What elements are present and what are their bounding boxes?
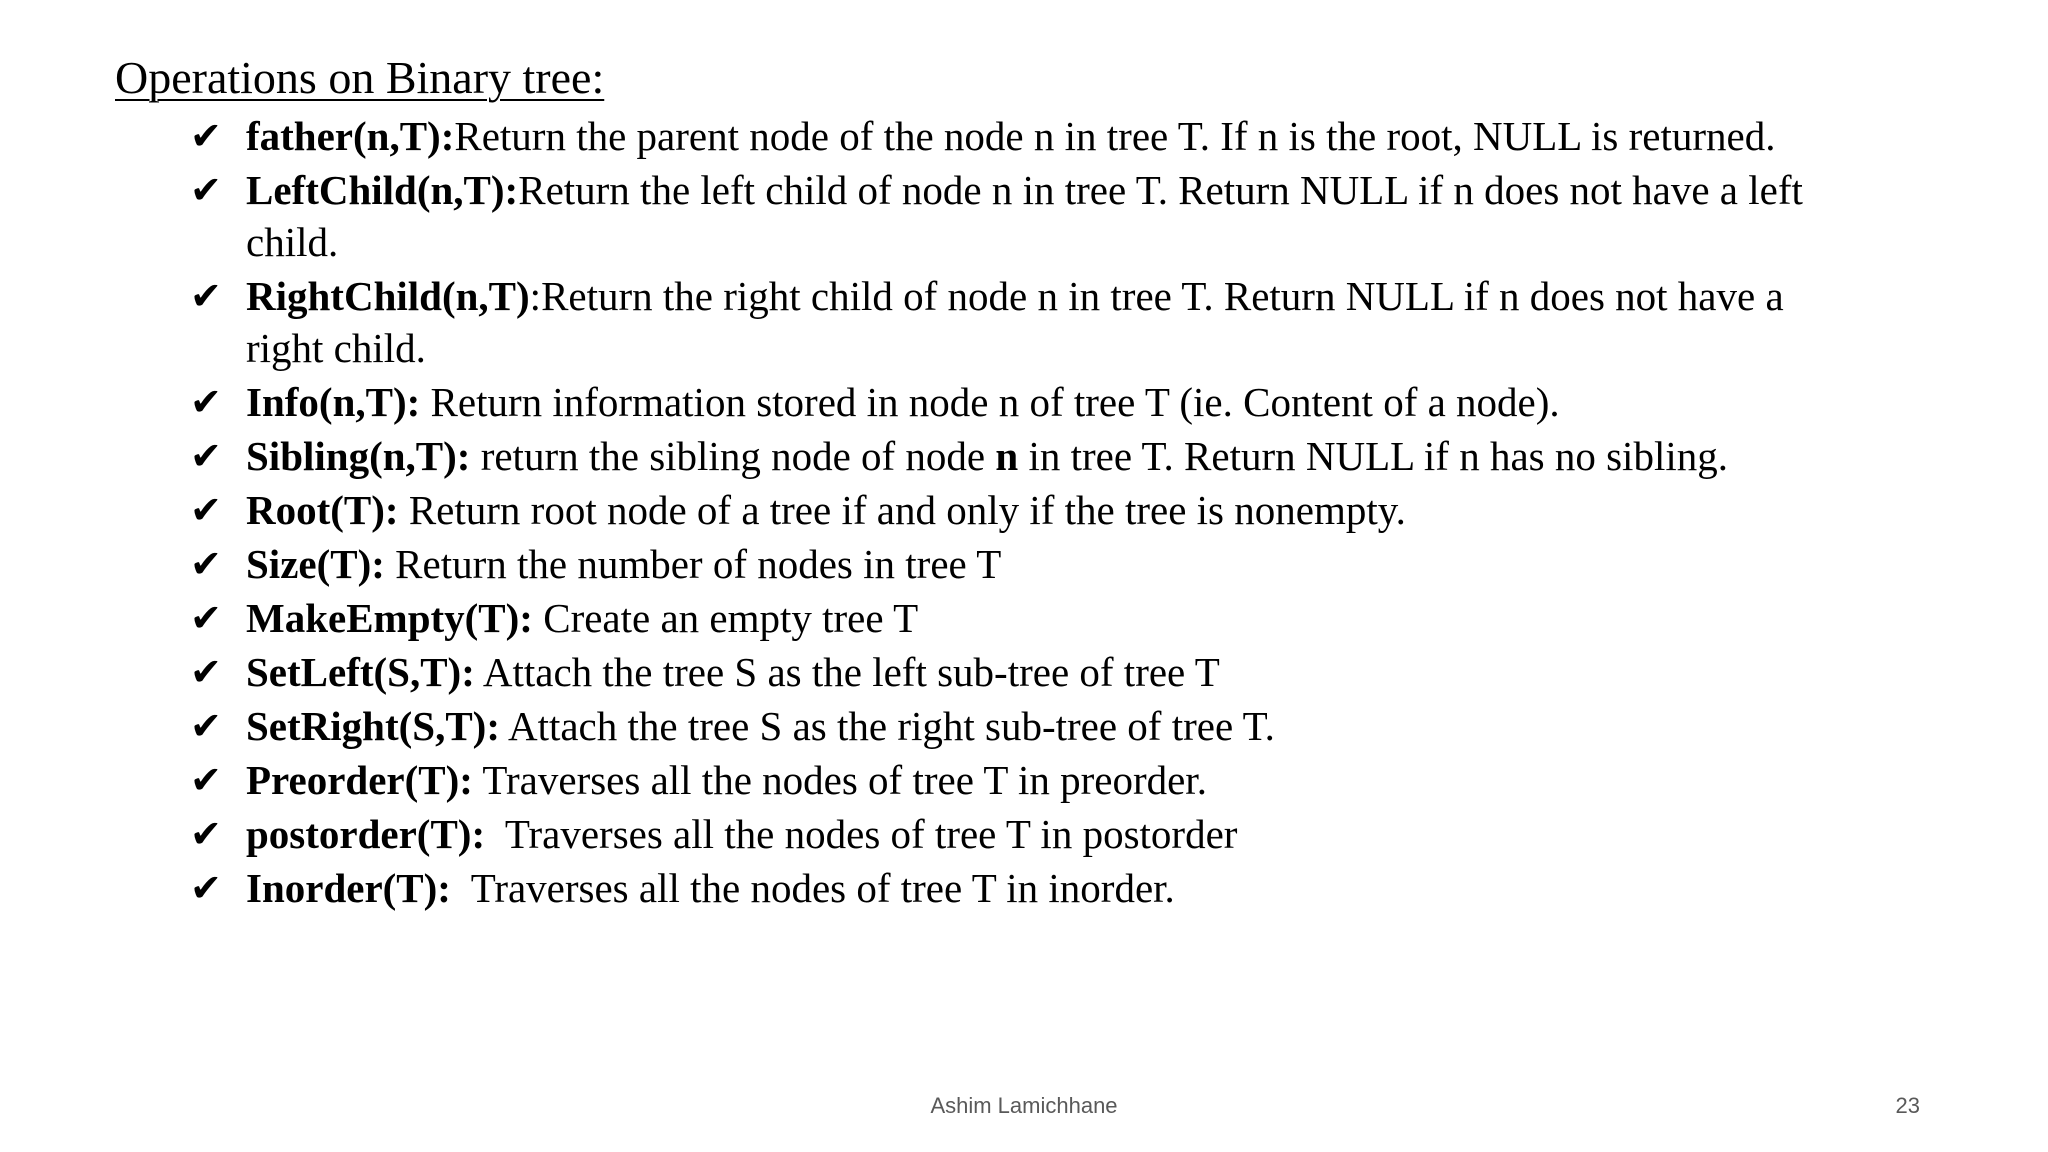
operation-description-start: return the sibling node of node <box>470 433 996 479</box>
list-item <box>190 484 1830 536</box>
list-item <box>190 862 1830 914</box>
operation-description: Return information stored in node n of tree T (ie. Content of a node). <box>420 379 1560 425</box>
operation-name: SetLeft(S,T): <box>246 649 475 695</box>
check-mark-icon: ✔ <box>190 812 222 856</box>
operation-name: Size(T): <box>246 541 385 587</box>
operation-name: Info(n,T): <box>246 379 421 425</box>
check-mark-icon: ✔ <box>190 274 222 318</box>
check-mark-icon: ✔ <box>190 650 222 694</box>
page-number: 23 <box>1895 1093 1920 1118</box>
check-mark-icon: ✔ <box>190 704 222 748</box>
list-item <box>190 110 1830 162</box>
operation-description: Traverses all the nodes of tree T in postorder <box>485 811 1238 857</box>
check-mark-icon: ✔ <box>190 596 222 640</box>
list-item <box>190 700 1830 752</box>
check-mark-icon: ✔ <box>190 380 222 424</box>
operation-name: RightChild(n,T) <box>246 273 530 319</box>
list-item <box>190 538 1830 590</box>
operation-description: Attach the tree S as the right sub-tree of tree T. <box>499 703 1275 749</box>
list-item <box>190 376 1830 428</box>
operation-name: father(n,T): <box>246 113 455 159</box>
operation-description: Return the number of nodes in tree T <box>384 541 1002 587</box>
footer-author: Ashim Lamichhane <box>930 1093 1118 1118</box>
list-item <box>190 646 1830 698</box>
list-item <box>190 430 1830 482</box>
check-mark-icon: ✔ <box>190 434 222 478</box>
list-item <box>190 270 1830 374</box>
operation-description: Attach the tree S as the left sub-tree of tree T <box>474 649 1220 695</box>
check-mark-icon: ✔ <box>190 758 222 802</box>
operation-name: MakeEmpty(T): <box>246 595 533 641</box>
operations-list <box>190 110 1830 916</box>
operation-description: Return the left child of node n in tree T. Return NULL if n does not have a left child. <box>246 167 1803 265</box>
operation-name: postorder(T): <box>246 811 486 857</box>
operation-name: Inorder(T): <box>246 865 451 911</box>
check-mark-icon: ✔ <box>190 866 222 910</box>
list-item <box>190 164 1830 268</box>
check-mark-icon: ✔ <box>190 488 222 532</box>
list-item <box>190 808 1830 860</box>
operation-description-end: in tree T. Return NULL if n has no sibling. <box>1018 433 1728 479</box>
operation-description: Create an empty tree T <box>532 595 919 641</box>
operation-description: Return root node of a tree if and only if the tree is nonempty. <box>398 487 1406 533</box>
list-item <box>190 754 1830 806</box>
check-mark-icon: ✔ <box>190 114 222 158</box>
operation-description: Traverses all the nodes of tree T in inorder. <box>450 865 1175 911</box>
operation-description: :Return the right child of node n in tree T. Return NULL if n does not have a right child. <box>246 273 1784 371</box>
operation-description: Return the parent node of the node n in tree T. If n is the root, NULL is returned. <box>454 113 1776 159</box>
operation-name: LeftChild(n,T): <box>246 167 519 213</box>
slide-heading: Operations on Binary tree: <box>115 52 605 103</box>
check-mark-icon: ✔ <box>190 168 222 212</box>
operation-name: Root(T): <box>246 487 399 533</box>
operation-description: Traverses all the nodes of tree T in preorder. <box>472 757 1207 803</box>
operation-description-bold: n <box>995 433 1019 479</box>
operation-name: SetRight(S,T): <box>246 703 500 749</box>
operation-name: Preorder(T): <box>246 757 473 803</box>
list-item <box>190 592 1830 644</box>
operation-name: Sibling(n,T): <box>246 433 471 479</box>
check-mark-icon: ✔ <box>190 542 222 586</box>
